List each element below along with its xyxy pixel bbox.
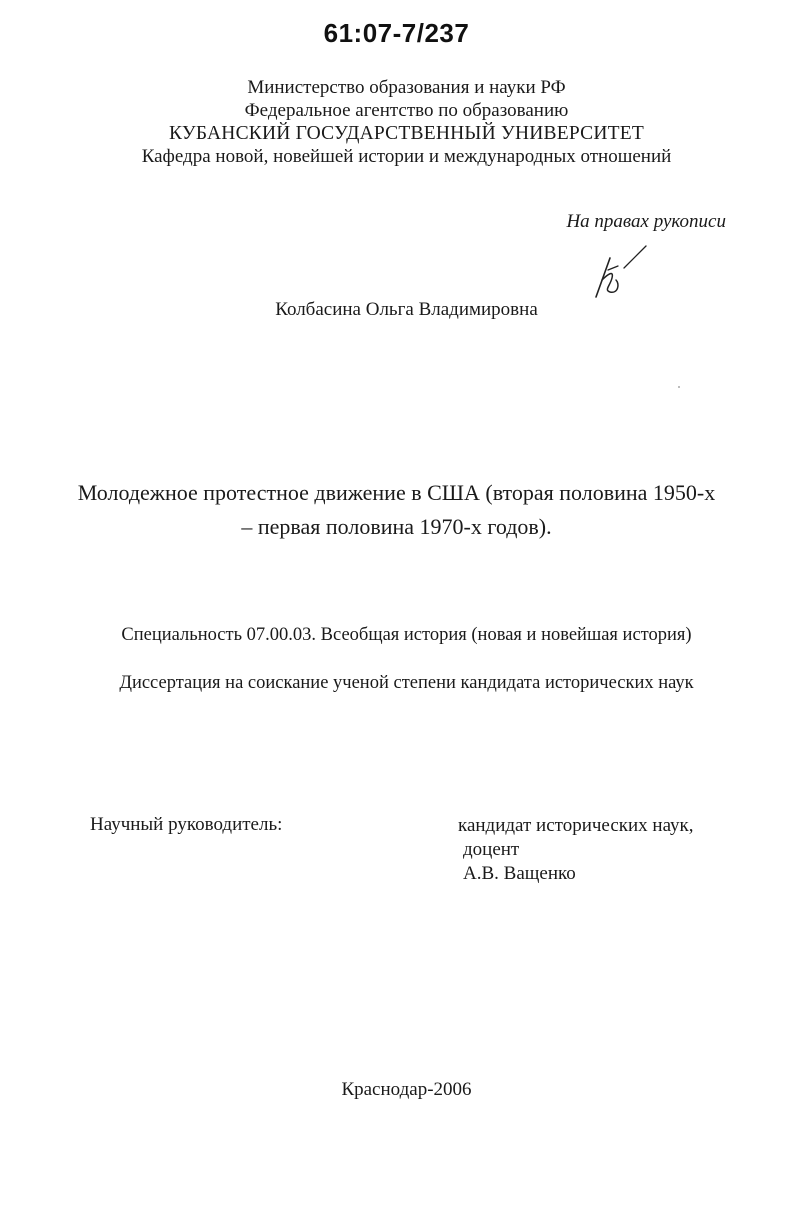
dissertation-title xyxy=(0,476,793,544)
ministry-line: Министерство образования и науки РФ xyxy=(247,77,566,98)
degree-line: Диссертация на соискание ученой степени кандидата исторических наук xyxy=(119,673,694,693)
department-line: Кафедра новой, новейшей истории и международных отношений xyxy=(141,146,672,167)
advisor-rank: доцент xyxy=(463,839,520,860)
university-line: КУБАНСКИЙ ГОСУДАРСТВЕННЫЙ УНИВЕРСИТЕТ xyxy=(169,123,644,144)
title-line-2: – первая половина 1970-х годов). xyxy=(241,514,552,539)
advisor-info xyxy=(458,814,694,886)
institution-header xyxy=(0,76,793,168)
handwritten-signature xyxy=(588,240,658,305)
advisor-label: Научный руководитель: xyxy=(90,814,283,835)
rights-note: На правах рукописи xyxy=(566,211,726,232)
advisor-degree: кандидат исторических наук, xyxy=(458,815,694,836)
agency-line: Федеральное агентство по образованию xyxy=(244,100,569,121)
title-line-1: Молодежное протестное движение в США (вторая половина 1950-х xyxy=(77,480,716,505)
scan-speck xyxy=(678,386,680,388)
catalog-number: 61:07-7/237 xyxy=(323,18,470,48)
advisor-name: А.В. Ващенко xyxy=(463,863,576,884)
city-year: Краснодар-2006 xyxy=(341,1079,472,1100)
author-name: Колбасина Ольга Владимировна xyxy=(275,299,538,320)
specialty-line: Специальность 07.00.03. Всеобщая история (новая и новейшая история) xyxy=(121,625,692,645)
